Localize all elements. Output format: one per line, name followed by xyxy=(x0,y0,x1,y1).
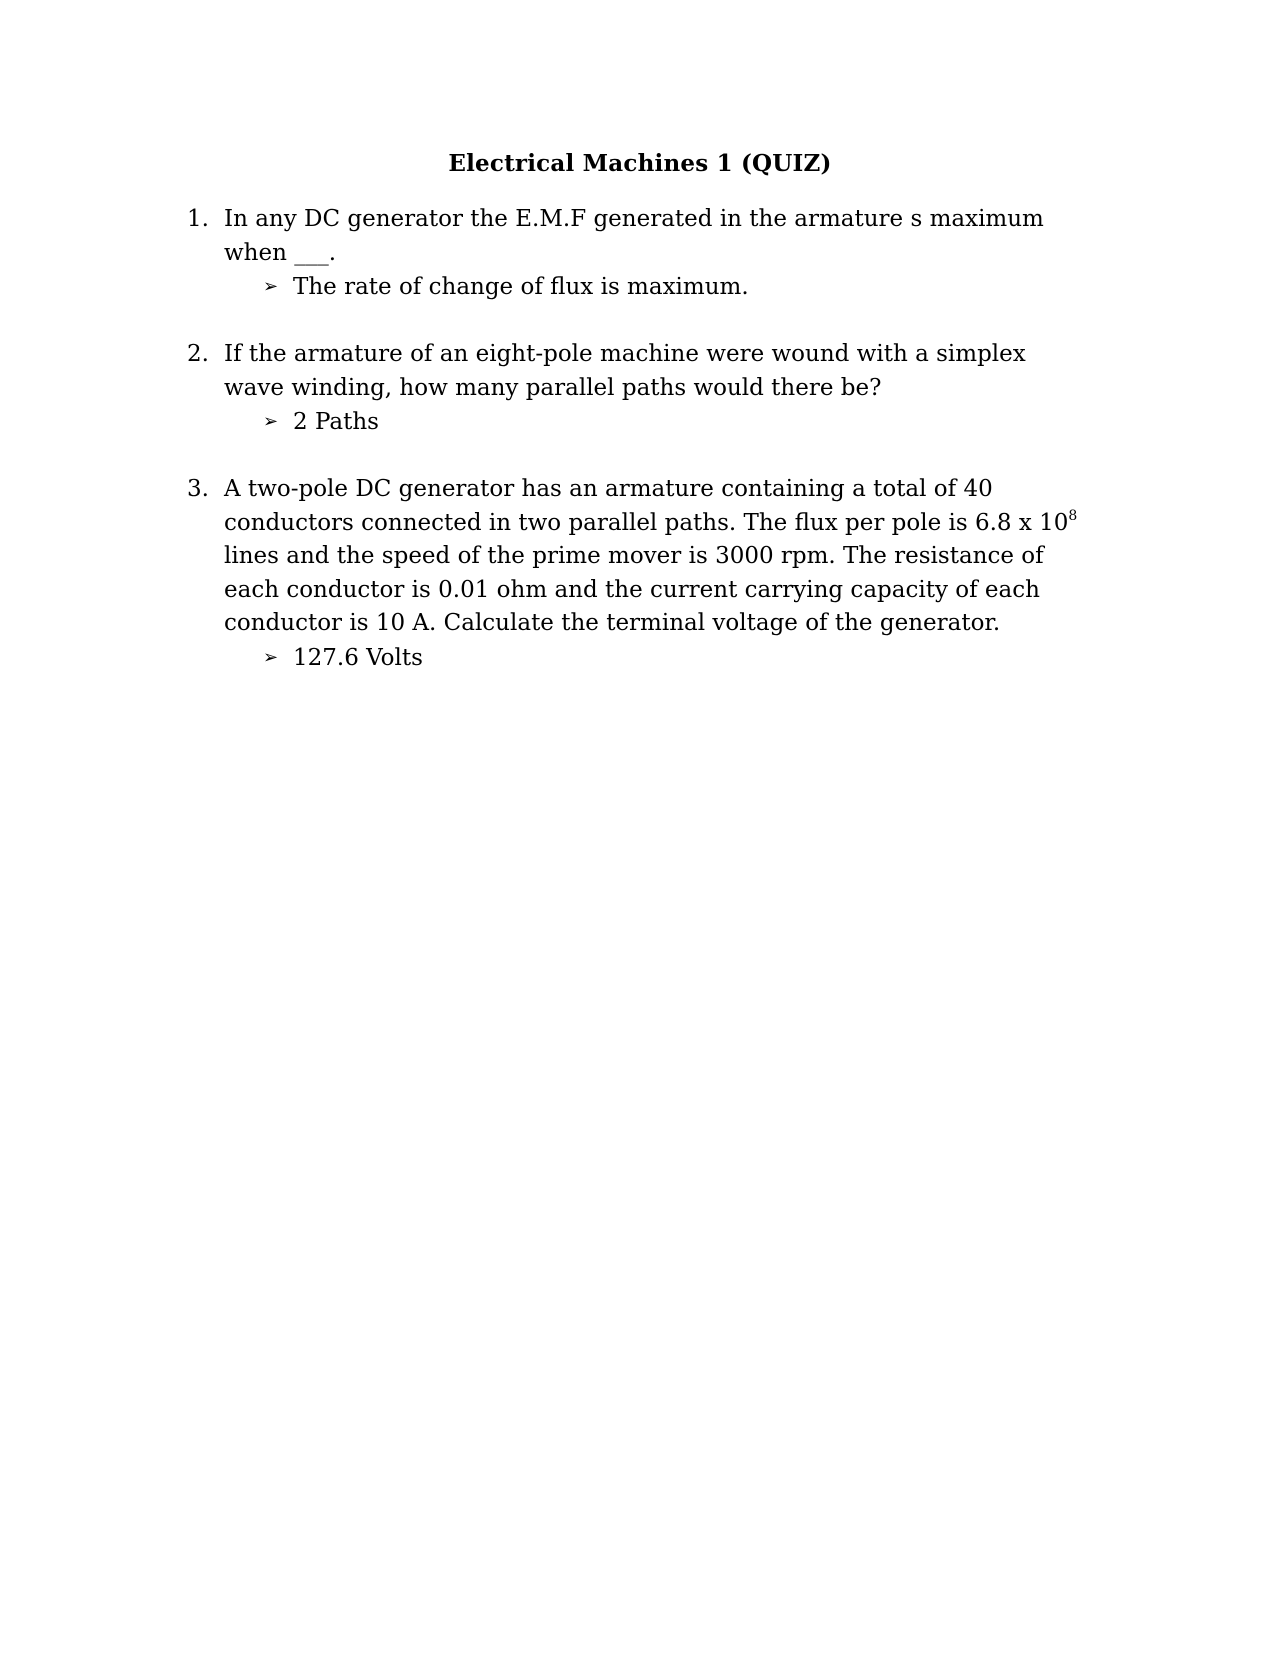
question-number: 1. xyxy=(187,206,209,232)
question-line: lines and the speed of the prime mover is 3000 rpm. The resistance of xyxy=(224,543,1044,569)
question-line-with-exponent xyxy=(224,507,1117,541)
question-line: when ___. xyxy=(224,239,337,266)
question-1 xyxy=(187,203,1117,305)
question-line: If the armature of an eight-pole machine were wound with a simplex xyxy=(224,341,1026,367)
document-title: Electrical Machines 1 (QUIZ) xyxy=(448,150,832,177)
arrow-bullet-icon: ➢ xyxy=(263,276,279,297)
question-text xyxy=(224,338,1117,405)
exponent: 8 xyxy=(1068,507,1078,524)
answer xyxy=(263,405,1117,440)
question-line: A two-pole DC generator has an armature containing a total of 40 xyxy=(224,476,993,502)
arrow-bullet-icon: ➢ xyxy=(263,411,279,432)
question-line: wave winding, how many parallel paths would there be? xyxy=(224,374,882,401)
question-text xyxy=(224,473,1117,641)
question-2 xyxy=(187,338,1117,440)
question-number: 3. xyxy=(187,476,209,502)
question-line: each conductor is 0.01 ohm and the current carrying capacity of each xyxy=(224,576,1040,603)
arrow-bullet-icon: ➢ xyxy=(263,646,279,668)
question-line-text: conductors connected in two parallel paths. The flux per pole is 6.8 x 10 xyxy=(224,509,1069,536)
answer-text: 2 Paths xyxy=(293,409,379,435)
answer-text: The rate of change of flux is maximum. xyxy=(293,274,749,300)
question-number: 2. xyxy=(187,341,209,367)
answer xyxy=(263,270,1117,305)
question-line: conductor is 10 A. Calculate the terminal voltage of the generator. xyxy=(224,610,1001,636)
answer xyxy=(263,641,1117,676)
question-3 xyxy=(187,473,1117,675)
answer-text: 127.6 Volts xyxy=(293,644,423,671)
question-line: In any DC generator the E.M.F generated in the armature s maximum xyxy=(224,206,1044,232)
question-text xyxy=(224,203,1117,270)
